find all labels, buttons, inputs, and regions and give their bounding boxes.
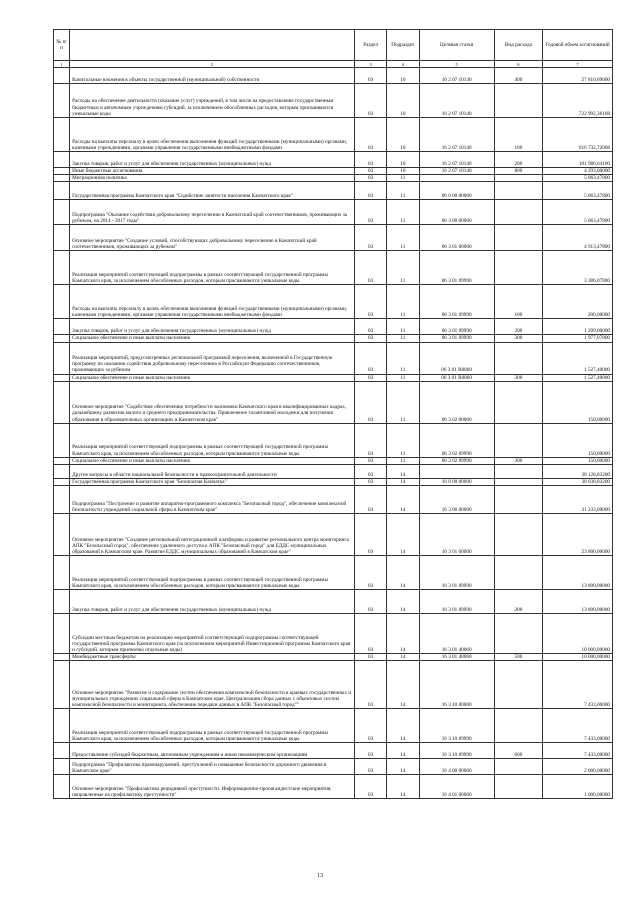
column-index-row xyxy=(54,61,613,68)
row-amount: 200,00000 xyxy=(543,285,613,319)
row-vid xyxy=(494,200,542,225)
row-amount: 150,00000 xyxy=(543,457,613,464)
row-target xyxy=(419,175,494,182)
table-row xyxy=(54,590,613,614)
row-amount: 150,00000 xyxy=(543,381,613,423)
row-number xyxy=(54,590,70,614)
row-vid xyxy=(494,759,542,775)
row-name: Подпрограмма "Профилактика правонарушений, преступлений и повышение безопасности дорожного движения в Камчатском крае" xyxy=(70,759,355,775)
row-razdel: 03 xyxy=(355,175,387,182)
row-razdel: 03 xyxy=(355,152,387,168)
row-target: 16 3 10 09990 xyxy=(419,709,494,743)
row-number xyxy=(54,759,70,775)
header-total: Годовой объем ассигнований xyxy=(543,30,613,61)
row-amount: 38 038,83200 xyxy=(543,479,613,486)
row-number xyxy=(54,68,70,84)
row-podrazdel: 11 xyxy=(387,182,419,200)
table-row xyxy=(54,152,613,168)
row-podrazdel: 14 xyxy=(387,465,419,479)
row-podrazdel: 11 xyxy=(387,381,419,423)
row-target: 16 3 01 00000 xyxy=(419,514,494,556)
row-amount: 23 800,00000 xyxy=(543,514,613,556)
row-target: 06 3 02 09990 xyxy=(419,457,494,464)
row-name: Расходы на выплаты персоналу в целях обеспечения выполнения функций государственными (муниципальными) органами, казенными учреждениями, органами управления государственными внебюджетными фондами xyxy=(70,285,355,319)
table-row xyxy=(54,709,613,743)
row-number xyxy=(54,319,70,335)
table-row xyxy=(54,457,613,464)
row-podrazdel: 14 xyxy=(387,709,419,743)
row-name: Предоставление субсидий бюджетным, автономным учреждениям и иным некоммерческим организациям xyxy=(70,743,355,759)
row-name: Основное мероприятие "Развитие и содержание систем обеспечения комплексной безопасности в краевых государственных и муниципальных учреждениях социальной сферы в Камчатском крае. Централизация сбора данных с объектовых систем комплексной безопасности и мониторинга, обеспечение передачи данных в АПК "Безопасный город"" xyxy=(70,661,355,709)
row-name: Основное мероприятие "Создание региональной интеграционной платформы и развитие регионального центра мониторинга АПК "Безопасный город", обеспечение удаленного доступа к АПК "Безопасный город" для ЕДДС муниципальных образований в Камчатском крае. Развитие ЕДДС муниципальных образований в Камчатском крае" xyxy=(70,514,355,556)
row-vid xyxy=(494,709,542,743)
row-target: 06 3 00 00000 xyxy=(419,200,494,225)
row-vid: 600 xyxy=(494,743,542,759)
row-number xyxy=(54,251,70,285)
row-target: 16 2 07 10130 xyxy=(419,68,494,84)
row-number xyxy=(54,374,70,381)
row-name: Основное мероприятие "Создание условий, способствующих добровольному переселению в Камчатский край соотечественников, проживающих за рубежом" xyxy=(70,225,355,251)
row-target: 06 0 00 00000 xyxy=(419,182,494,200)
row-target: 16 3 00 00000 xyxy=(419,486,494,514)
row-razdel: 03 xyxy=(355,285,387,319)
row-razdel: 03 xyxy=(355,423,387,457)
row-target: 16 0 00 00000 xyxy=(419,479,494,486)
row-vid xyxy=(494,175,542,182)
row-razdel: 03 xyxy=(355,381,387,423)
column-index: 4 xyxy=(387,61,419,68)
row-name: Подпрограмма "Оказание содействия добровольному переселению в Камчатский край соотечественников, проживающих за рубежом, на 2014 - 2017 годы" xyxy=(70,200,355,225)
row-razdel: 03 xyxy=(355,457,387,464)
row-name: Основное мероприятие "Содействие обеспечению потребности экономики Камчатского края в квалифицированных кадрах, дальнейшему развитию малого и среднего предпринимательства. Привлечение талантливой молодежи для получения образования в образовательных организациях в Камчатском крае" xyxy=(70,381,355,423)
row-vid: 500 xyxy=(494,654,542,661)
budget-table xyxy=(53,29,613,799)
row-vid xyxy=(494,342,542,374)
row-podrazdel: 14 xyxy=(387,514,419,556)
row-podrazdel: 14 xyxy=(387,479,419,486)
row-amount: 4 293,00000 xyxy=(543,168,613,175)
row-target: 06 3 01 00000 xyxy=(419,225,494,251)
row-name: Реализация мероприятий соответствующей подпрограммы в рамках соответствующей государственной программы Камчатского края, за исключением обособленных расходов, которым присваиваются уникальные коды xyxy=(70,709,355,743)
row-vid: 100 xyxy=(494,118,542,152)
row-number xyxy=(54,168,70,175)
row-name: Социальное обеспечение и иные выплаты населению xyxy=(70,374,355,381)
row-target: 16 3 01 40060 xyxy=(419,614,494,654)
row-amount: 1 527,40000 xyxy=(543,342,613,374)
table-row xyxy=(54,661,613,709)
row-vid xyxy=(494,775,542,799)
row-number xyxy=(54,556,70,590)
row-podrazdel: 11 xyxy=(387,175,419,182)
row-razdel: 03 xyxy=(355,118,387,152)
row-vid: 300 xyxy=(494,374,542,381)
row-amount: 38 128,83200 xyxy=(543,465,613,479)
row-target: 16 2 07 10140 xyxy=(419,118,494,152)
row-name: Межбюджетные трансферты xyxy=(70,654,355,661)
table-row xyxy=(54,514,613,556)
row-name: Иные бюджетные ассигнования xyxy=(70,168,355,175)
table-row xyxy=(54,759,613,775)
column-index: 3 xyxy=(355,61,387,68)
row-name: Государственная программа Камчатского края "Содействие занятости населения Камчатского края" xyxy=(70,182,355,200)
row-razdel: 03 xyxy=(355,68,387,84)
row-vid: 800 xyxy=(494,168,542,175)
row-number xyxy=(54,200,70,225)
row-razdel: 03 xyxy=(355,514,387,556)
row-amount: 2 000,00000 xyxy=(543,759,613,775)
row-razdel: 03 xyxy=(355,168,387,175)
row-number xyxy=(54,118,70,152)
table-row xyxy=(54,381,613,423)
row-vid xyxy=(494,84,542,118)
row-razdel: 03 xyxy=(355,486,387,514)
row-name: Реализация мероприятий соответствующей подпрограммы в рамках соответствующей государственной программы Камчатского края, за исключением обособленных расходов, которым присваиваются уникальные коды xyxy=(70,556,355,590)
row-podrazdel: 14 xyxy=(387,661,419,709)
table-row xyxy=(54,465,613,479)
row-number xyxy=(54,486,70,514)
row-razdel: 03 xyxy=(355,614,387,654)
row-amount: 13 800,00000 xyxy=(543,590,613,614)
row-number xyxy=(54,465,70,479)
row-number xyxy=(54,775,70,799)
row-target: 06 3 01 09990 xyxy=(419,251,494,285)
row-podrazdel: 14 xyxy=(387,743,419,759)
row-razdel: 03 xyxy=(355,374,387,381)
table-row xyxy=(54,335,613,342)
row-vid: 400 xyxy=(494,68,542,84)
row-podrazdel: 11 xyxy=(387,319,419,335)
row-name: Расходы на обеспечение деятельности (оказание услуг) учреждений, в том числе на предоставление государственным бюджетным и автономным учреждениям субсидий, за исключением обособленных расходов, которым присваиваются уникальные коды xyxy=(70,84,355,118)
row-amount: 10 000,00000 xyxy=(543,614,613,654)
row-vid xyxy=(494,479,542,486)
row-podrazdel: 14 xyxy=(387,486,419,514)
row-podrazdel: 11 xyxy=(387,374,419,381)
row-amount: 1 000,00000 xyxy=(543,775,613,799)
row-amount: 1 977,07800 xyxy=(543,335,613,342)
table-row xyxy=(54,200,613,225)
row-name: Социальное обеспечение и иные выплаты населению xyxy=(70,457,355,464)
row-podrazdel: 14 xyxy=(387,775,419,799)
row-razdel: 03 xyxy=(355,556,387,590)
row-name: Закупка товаров, работ и услуг для обеспечения государственных (муниципальных) нужд xyxy=(70,590,355,614)
row-podrazdel: 11 xyxy=(387,225,419,251)
table-row xyxy=(54,775,613,799)
table-row xyxy=(54,556,613,590)
table-row xyxy=(54,743,613,759)
row-vid xyxy=(494,556,542,590)
table-row xyxy=(54,84,613,118)
row-number xyxy=(54,342,70,374)
row-razdel: 03 xyxy=(355,479,387,486)
row-name: Субсидии местным бюджетам на реализацию мероприятий соответствующей подпрограммы соответствующей государственной программы Камчатского края (за исключением мероприятий Инвестиционной программы Камчатского края и субсидий, которым присвоены отдельные коды) xyxy=(70,614,355,654)
row-razdel: 03 xyxy=(355,335,387,342)
row-podrazdel: 14 xyxy=(387,590,419,614)
table-row xyxy=(54,342,613,374)
table-body xyxy=(54,68,613,799)
row-vid xyxy=(494,423,542,457)
row-name: Расходы на выплаты персоналу в целях обеспечения выполнения функций государственными (муниципальными) органами, казенными учреждениями, органами управления государственными внебюджетными фондами xyxy=(70,118,355,152)
row-target: 06 3 01 09990 xyxy=(419,285,494,319)
table-row xyxy=(54,175,613,182)
column-index: 6 xyxy=(494,61,542,68)
row-number xyxy=(54,175,70,182)
row-amount: 1 209,00000 xyxy=(543,319,613,335)
row-podrazdel: 10 xyxy=(387,84,419,118)
row-podrazdel: 10 xyxy=(387,68,419,84)
row-podrazdel: 11 xyxy=(387,342,419,374)
row-vid: 200 xyxy=(494,319,542,335)
row-razdel: 03 xyxy=(355,342,387,374)
row-target: 16 2 07 10140 xyxy=(419,84,494,118)
row-number xyxy=(54,654,70,661)
row-podrazdel: 11 xyxy=(387,335,419,342)
row-target: 16 3 01 09990 xyxy=(419,556,494,590)
row-target: 16 4 00 00000 xyxy=(419,759,494,775)
column-index: 1 xyxy=(54,61,70,68)
table-row xyxy=(54,68,613,84)
row-target xyxy=(419,465,494,479)
row-target: 06 3 01 R0860 xyxy=(419,374,494,381)
table-row xyxy=(54,251,613,285)
table-row xyxy=(54,319,613,335)
row-podrazdel: 11 xyxy=(387,285,419,319)
row-podrazdel: 10 xyxy=(387,118,419,152)
row-amount: 7 433,00000 xyxy=(543,661,613,709)
row-name: Другие вопросы в области национальной безопасности и правоохранительной деятельности xyxy=(70,465,355,479)
row-name: Закупка товаров, работ и услуг для обеспечения государственных (муниципальных) нужд xyxy=(70,319,355,335)
row-number xyxy=(54,661,70,709)
row-razdel: 03 xyxy=(355,759,387,775)
row-target: 16 4 01 00000 xyxy=(419,775,494,799)
row-number xyxy=(54,335,70,342)
row-vid: 200 xyxy=(494,152,542,168)
row-amount: 13 800,00000 xyxy=(543,556,613,590)
row-amount: 27 810,09000 xyxy=(543,68,613,84)
table-row xyxy=(54,423,613,457)
row-vid xyxy=(494,251,542,285)
row-amount: 150,00000 xyxy=(543,423,613,457)
row-target: 16 3 01 40060 xyxy=(419,654,494,661)
table-row xyxy=(54,168,613,175)
row-podrazdel: 11 xyxy=(387,251,419,285)
row-name: Подпрограмма "Построение и развитие аппаратно-программного комплекса "Безопасный город", обеспечение комплексной безопасности учреждений социальной сферы в Камчатском крае" xyxy=(70,486,355,514)
row-number xyxy=(54,514,70,556)
row-target: 16 3 10 09990 xyxy=(419,743,494,759)
row-name: Основное мероприятие "Профилактика рецидивной преступности. Информационно-пропагандистские мероприятия, направленные на профилактику преступности" xyxy=(70,775,355,799)
row-amount: 5 063,47800 xyxy=(543,175,613,182)
table-row xyxy=(54,614,613,654)
row-amount: 7 433,00000 xyxy=(543,709,613,743)
row-amount: 31 233,00000 xyxy=(543,486,613,514)
row-target: 16 2 07 10140 xyxy=(419,168,494,175)
table-row xyxy=(54,479,613,486)
row-vid xyxy=(494,614,542,654)
row-name: Государственная программа Камчатского края "Безопасная Камчатка" xyxy=(70,479,355,486)
row-name: Капитальные вложения в объекты государственной (муниципальной) собственности xyxy=(70,68,355,84)
header-podrazdel: Подраздел xyxy=(387,30,419,61)
row-razdel: 03 xyxy=(355,319,387,335)
row-amount: 7 433,00000 xyxy=(543,743,613,759)
row-razdel: 03 xyxy=(355,225,387,251)
row-name: Миграционная политика xyxy=(70,175,355,182)
row-name: Социальное обеспечение и иные выплаты населению xyxy=(70,335,355,342)
row-amount: 1 527,40000 xyxy=(543,374,613,381)
row-podrazdel: 10 xyxy=(387,152,419,168)
row-target: 16 2 07 10140 xyxy=(419,152,494,168)
row-number xyxy=(54,225,70,251)
row-target: 06 3 01 09990 xyxy=(419,335,494,342)
row-number xyxy=(54,182,70,200)
row-number xyxy=(54,614,70,654)
row-vid: 300 xyxy=(494,335,542,342)
row-razdel: 03 xyxy=(355,743,387,759)
header-name xyxy=(70,30,355,61)
row-podrazdel: 14 xyxy=(387,759,419,775)
table-row xyxy=(54,118,613,152)
header-razdel: Раздел xyxy=(355,30,387,61)
table-header-row xyxy=(54,30,613,61)
row-amount: 5 063,47800 xyxy=(543,200,613,225)
table-row xyxy=(54,374,613,381)
row-razdel: 03 xyxy=(355,182,387,200)
row-number xyxy=(54,381,70,423)
row-amount: 3 386,07800 xyxy=(543,251,613,285)
row-vid xyxy=(494,514,542,556)
column-index: 5 xyxy=(419,61,494,68)
row-number xyxy=(54,152,70,168)
row-number xyxy=(54,84,70,118)
row-amount: 101 986,64100 xyxy=(543,152,613,168)
row-razdel: 03 xyxy=(355,465,387,479)
row-podrazdel: 14 xyxy=(387,654,419,661)
row-number xyxy=(54,285,70,319)
row-podrazdel: 11 xyxy=(387,423,419,457)
row-name: Реализация мероприятий соответствующей подпрограммы в рамках соответствующей государственной программы Камчатского края, за исключением обособленных расходов, которым присваиваются уникальные коды xyxy=(70,423,355,457)
row-vid xyxy=(494,661,542,709)
row-vid: 300 xyxy=(494,457,542,464)
row-razdel: 03 xyxy=(355,251,387,285)
row-podrazdel: 14 xyxy=(387,556,419,590)
row-razdel: 03 xyxy=(355,590,387,614)
row-vid xyxy=(494,381,542,423)
table-row xyxy=(54,486,613,514)
table-row xyxy=(54,182,613,200)
table-row xyxy=(54,225,613,251)
row-vid xyxy=(494,486,542,514)
row-vid: 200 xyxy=(494,590,542,614)
column-index: 7 xyxy=(543,61,613,68)
row-amount: 4 913,47800 xyxy=(543,225,613,251)
header-vid: Вид расхода xyxy=(494,30,542,61)
budget-document xyxy=(53,29,613,799)
row-target: 06 3 02 09990 xyxy=(419,423,494,457)
table-row xyxy=(54,285,613,319)
row-razdel: 03 xyxy=(355,775,387,799)
row-amount: 722 992,36168 xyxy=(543,84,613,118)
row-podrazdel: 11 xyxy=(387,457,419,464)
row-name: Закупка товаров, работ и услуг для обеспечения государственных (муниципальных) нужд xyxy=(70,152,355,168)
row-vid xyxy=(494,465,542,479)
row-razdel: 03 xyxy=(355,709,387,743)
row-target: 06 3 02 00000 xyxy=(419,381,494,423)
row-vid: 100 xyxy=(494,285,542,319)
row-amount: 5 063,47800 xyxy=(543,182,613,200)
row-name: Реализация мероприятий, предусмотренных региональной программой переселения, включенной в Государственную программу по оказанию содействия добровольному переселению в Российскую Федерацию соотечественников, проживающих за рубежом xyxy=(70,342,355,374)
header-target: Целевая статья xyxy=(419,30,494,61)
row-razdel: 03 xyxy=(355,661,387,709)
row-amount: 10 000,00000 xyxy=(543,654,613,661)
header-num: № п/п xyxy=(54,30,70,61)
row-amount: 616 732,72068 xyxy=(543,118,613,152)
row-vid xyxy=(494,225,542,251)
row-target: 16 3 01 09990 xyxy=(419,590,494,614)
row-number xyxy=(54,743,70,759)
row-target: 06 3 01 R0860 xyxy=(419,342,494,374)
row-number xyxy=(54,709,70,743)
row-number xyxy=(54,457,70,464)
row-vid xyxy=(494,182,542,200)
table-row xyxy=(54,654,613,661)
row-podrazdel: 10 xyxy=(387,168,419,175)
row-target: 16 3 10 00000 xyxy=(419,661,494,709)
column-index: 2 xyxy=(70,61,355,68)
row-number xyxy=(54,479,70,486)
row-name: Реализация мероприятий соответствующей подпрограммы в рамках соответствующей государственной программы Камчатского края, за исключением обособленных расходов, которым присваиваются уникальные коды xyxy=(70,251,355,285)
row-podrazdel: 14 xyxy=(387,614,419,654)
row-razdel: 03 xyxy=(355,84,387,118)
row-podrazdel: 11 xyxy=(387,200,419,225)
row-razdel: 03 xyxy=(355,200,387,225)
row-razdel: 03 xyxy=(355,654,387,661)
row-number xyxy=(54,423,70,457)
page-number: 13 xyxy=(317,873,323,879)
row-target: 06 3 01 09990 xyxy=(419,319,494,335)
